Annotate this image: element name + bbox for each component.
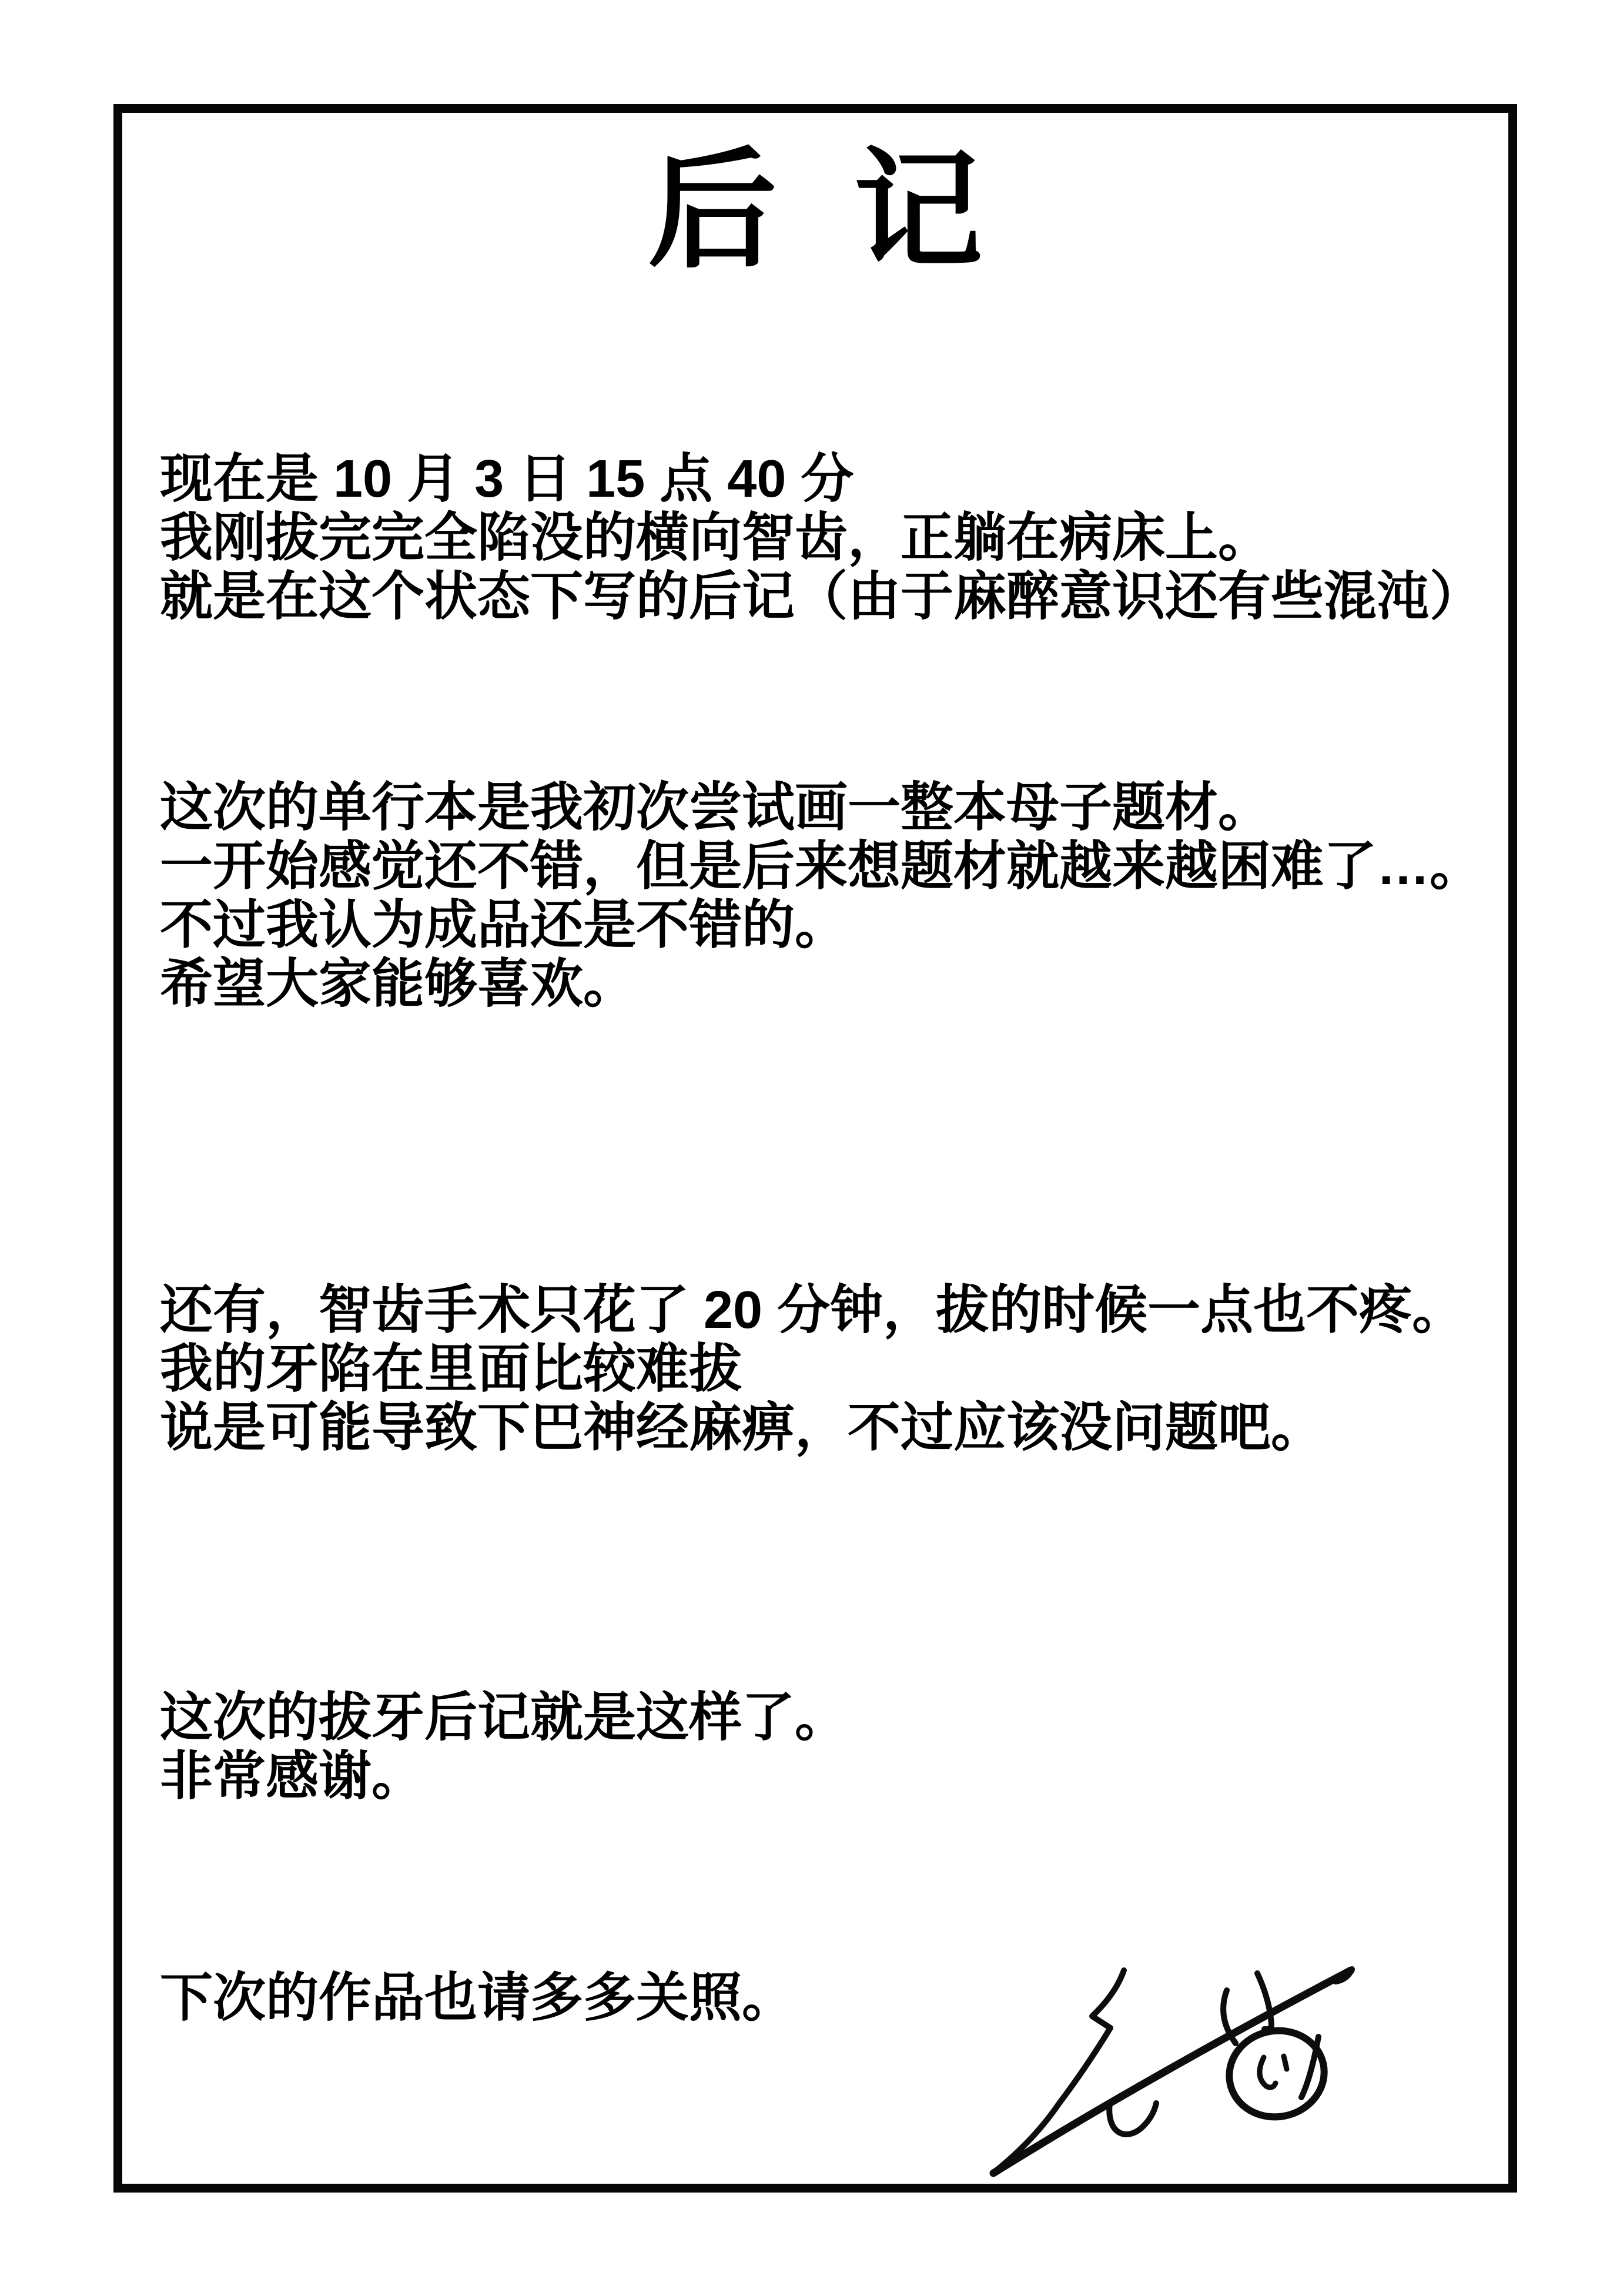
text-line: 这次的单行本是我初次尝试画一整本母子题材。 — [160, 778, 1271, 837]
paragraph-4 — [160, 1688, 1497, 1806]
paragraph-3 — [160, 1281, 1497, 1457]
text-line: 我刚拔完完全陷没的横向智齿，正躺在病床上。 — [160, 508, 1271, 567]
text-line: 希望大家能够喜欢。 — [160, 955, 636, 1013]
text-line: 现在是 10 月 3 日 15 点 40 分 — [160, 450, 854, 508]
text-line: 不过我认为成品还是不错的。 — [160, 896, 848, 955]
text-line: 非常感谢。 — [160, 1747, 424, 1806]
text-line: 我的牙陷在里面比较难拔 — [160, 1340, 742, 1398]
text-line: 还有，智齿手术只花了 20 分钟，拔的时候一点也不疼。 — [160, 1281, 1465, 1340]
text-line: 一开始感觉还不错，但是后来想题材就越来越困难了…。 — [160, 837, 1482, 896]
artist-signature-icon — [982, 1959, 1375, 2185]
afterword-frame — [113, 104, 1517, 2193]
text-line: 下次的作品也请多多关照。 — [160, 1969, 795, 2027]
page-title: 后记 — [647, 138, 1059, 283]
text-line: 就是在这个状态下写的后记（由于麻醉意识还有些混沌） — [160, 567, 1482, 626]
text-line: 说是可能导致下巴神经麻痹，不过应该没问题吧。 — [160, 1398, 1324, 1457]
paragraph-2 — [160, 778, 1497, 1013]
text-line: 这次的拔牙后记就是这样了。 — [160, 1688, 848, 1747]
paragraph-1 — [160, 450, 1497, 626]
